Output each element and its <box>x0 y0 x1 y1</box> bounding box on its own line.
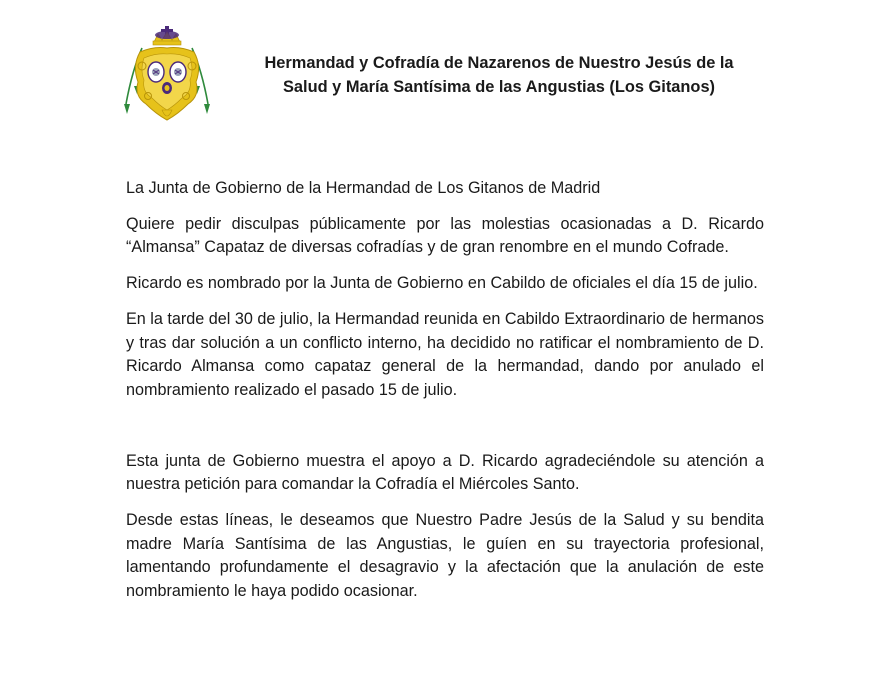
paragraph-1: La Junta de Gobierno de la Hermandad de Los Gitanos de Madrid <box>126 179 601 197</box>
paragraph-6: Desde estas líneas, le deseamos que Nuestro Padre Jesús de la Salud y su bendita madre María Santísima de las Angustias, le guíen en su trayectoria profesional, lamentando profundamente el desagravio y la afectación que la anulación de este nombramiento le haya podido ocasionar. <box>126 511 764 601</box>
brotherhood-coat-of-arms-icon <box>122 26 212 122</box>
paragraph-5: Esta junta de Gobierno muestra el apoyo a D. Ricardo agradeciéndole su atención a nuestra petición para comandar la Cofradía el Miércoles Santo. <box>126 451 764 494</box>
paragraph-3: Ricardo es nombrado por la Junta de Gobierno en Cabildo de oficiales el día 15 de julio. <box>126 274 758 293</box>
paragraph-4: En la tarde del 30 de julio, la Hermandad reunida en Cabildo Extraordinario de hermanos y tras dar solución a un conflicto interno, ha decidido no ratificar el nombramiento de D. Ricardo Almansa como capataz general de la hermandad, dando por anulado el nombramiento realizado el pasado 15 de julio. <box>126 309 764 399</box>
letter-body <box>126 177 764 616</box>
brotherhood-title: Hermandad y Cofradía de Nazarenos de Nuestro Jesús de la Salud y María Santísima de las Angustias (Los Gitanos) <box>264 54 734 96</box>
paragraph-2: Quiere pedir disculpas públicamente por las molestias ocasionadas a D. Ricardo “Almansa” Capataz de diversas cofradías y de gran renombre en el mundo Cofrade. <box>126 214 764 257</box>
